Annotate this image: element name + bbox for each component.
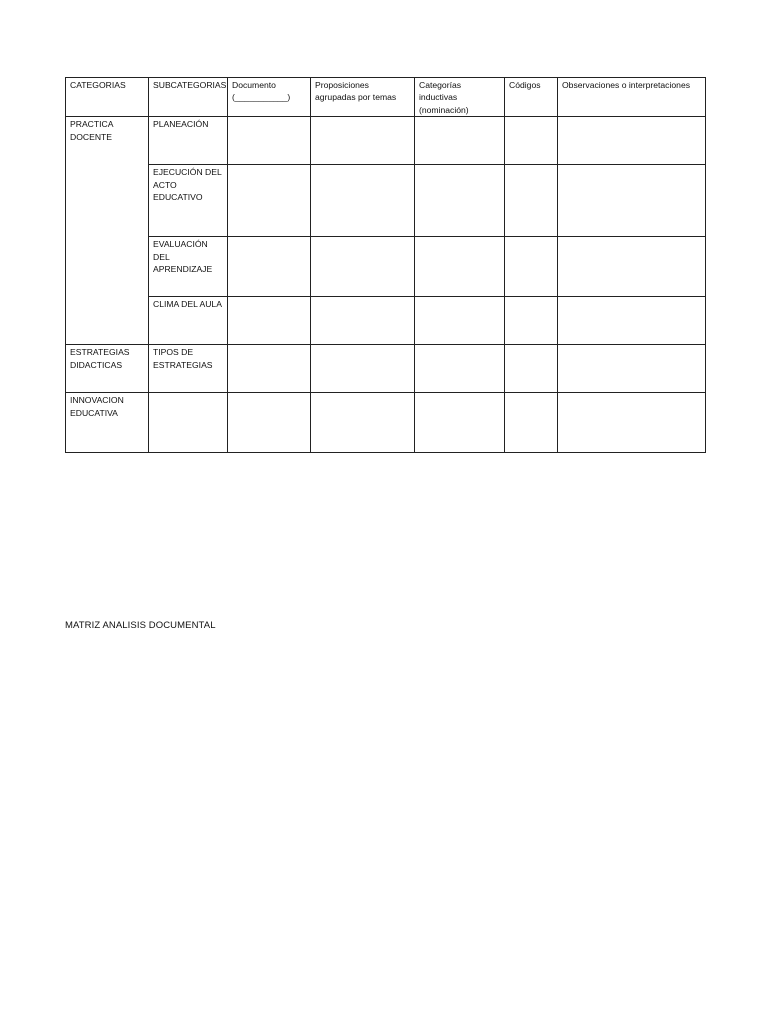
table-cell[interactable]	[558, 393, 706, 453]
table-cell[interactable]	[311, 117, 415, 165]
table-cell[interactable]	[228, 165, 311, 237]
table-cell[interactable]	[228, 297, 311, 345]
table-cell[interactable]	[505, 165, 558, 237]
table-cell[interactable]	[558, 165, 706, 237]
table-cell[interactable]	[505, 393, 558, 453]
table-row	[66, 237, 706, 297]
subcategory-ejecucion: EJECUCIÓN DEL ACTO EDUCATIVO	[149, 165, 228, 237]
table-cell[interactable]	[505, 297, 558, 345]
table-row	[66, 297, 706, 345]
category-practica-docente: PRACTICA DOCENTE	[66, 117, 149, 345]
header-proposiciones: Proposiciones agrupadas por temas	[311, 78, 415, 117]
category-innovacion-educativa: INNOVACION EDUCATIVA	[66, 393, 149, 453]
table-cell[interactable]	[415, 345, 505, 393]
table-cell[interactable]	[311, 165, 415, 237]
table-cell[interactable]	[415, 165, 505, 237]
table-cell[interactable]	[228, 237, 311, 297]
table-row	[66, 165, 706, 237]
table-cell[interactable]	[558, 297, 706, 345]
table-cell[interactable]	[311, 345, 415, 393]
subcategory-tipos-de-estrategias: TIPOS DE ESTRATEGIAS	[149, 345, 228, 393]
category-estrategias-didacticas: ESTRATEGIAS DIDACTICAS	[66, 345, 149, 393]
table-cell[interactable]	[415, 237, 505, 297]
header-subcategorias: SUBCATEGORIAS	[149, 78, 228, 117]
subcategory-clima-del-aula: CLIMA DEL AULA	[149, 297, 228, 345]
table-cell[interactable]	[149, 393, 228, 453]
table-row	[66, 345, 706, 393]
table-cell[interactable]	[558, 345, 706, 393]
table-row	[66, 393, 706, 453]
table-cell[interactable]	[558, 237, 706, 297]
table-cell[interactable]	[311, 297, 415, 345]
header-observaciones: Observaciones o interpretaciones	[558, 78, 706, 117]
table-cell[interactable]	[228, 393, 311, 453]
subcategory-evaluacion: EVALUACIÓN DEL APRENDIZAJE	[149, 237, 228, 297]
table-cell[interactable]	[311, 237, 415, 297]
table-cell[interactable]	[505, 237, 558, 297]
table-cell[interactable]	[228, 117, 311, 165]
table-cell[interactable]	[415, 117, 505, 165]
table-cell[interactable]	[228, 345, 311, 393]
subcategory-planeacion: PLANEACIÓN	[149, 117, 228, 165]
table-cell[interactable]	[558, 117, 706, 165]
table-cell[interactable]	[505, 345, 558, 393]
header-codigos: Códigos	[505, 78, 558, 117]
table-cell[interactable]	[505, 117, 558, 165]
header-documento: Documento (___________)	[228, 78, 311, 117]
header-categorias: CATEGORIAS	[66, 78, 149, 117]
table-row	[66, 117, 706, 165]
header-categorias-inductivas: Categorías inductivas (nominación)	[415, 78, 505, 117]
table-cell[interactable]	[415, 393, 505, 453]
table-cell[interactable]	[415, 297, 505, 345]
header-row	[66, 78, 706, 117]
document-title: MATRIZ ANALISIS DOCUMENTAL	[65, 620, 216, 631]
table-cell[interactable]	[311, 393, 415, 453]
analysis-matrix-table	[65, 77, 706, 453]
